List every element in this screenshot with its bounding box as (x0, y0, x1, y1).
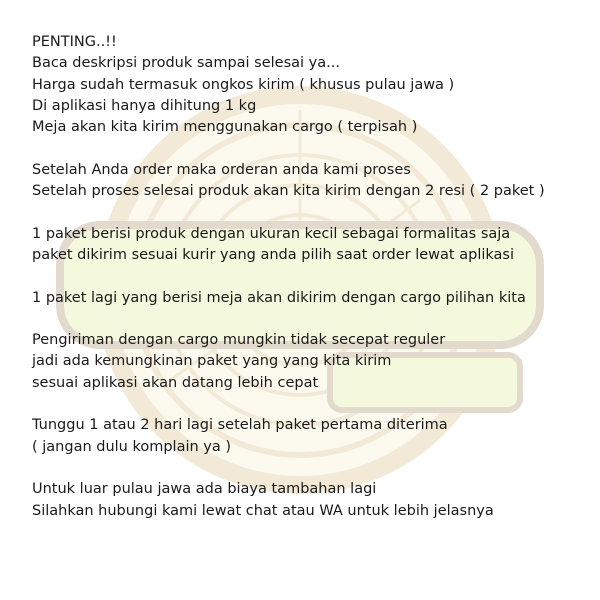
text-line: PENTING..!! (32, 34, 117, 50)
paragraph-spacer (32, 394, 584, 415)
paragraph-spacer (32, 138, 584, 159)
text-line: Meja akan kita kirim menggunakan cargo ( terpisah ) (32, 119, 418, 136)
paragraph-second-package (32, 288, 584, 309)
paragraph-spacer (32, 309, 584, 330)
text-line: ( jangan dulu komplain ya ) (32, 438, 232, 455)
text-line: Untuk luar pulau jawa ada biaya tambahan lagi (32, 481, 377, 498)
paragraph-spacer (32, 266, 584, 287)
text-line: Pengiriman dengan cargo mungkin tidak secepat reguler (32, 332, 446, 349)
text-line: Silahkan hubungi kami lewat chat atau WA untuk lebih jelasnya (32, 502, 494, 519)
text-line: Setelah proses selesai produk akan kita kirim dengan 2 resi ( 2 paket ) (32, 183, 545, 200)
text-line: paket dikirim sesuai kurir yang anda pilih saat order lewat aplikasi (32, 246, 514, 263)
paragraph-spacer (32, 202, 584, 223)
text-line: sesuai aplikasi akan datang lebih cepat (32, 374, 319, 391)
paragraph-order-process (32, 160, 584, 203)
text-line: Setelah Anda order maka orderan anda kami proses (32, 161, 411, 178)
text-line: Baca deskripsi produk sampai selesai ya... (32, 55, 340, 72)
text-line: Di aplikasi hanya dihitung 1 kg (32, 97, 257, 114)
text-line: Tunggu 1 atau 2 hari lagi setelah paket pertama diterima (32, 417, 448, 434)
text-line: 1 paket berisi produk dengan ukuran kecil sebagai formalitas saja (32, 225, 511, 242)
text-line: 1 paket lagi yang berisi meja akan dikirim dengan cargo pilihan kita (32, 289, 526, 306)
text-line: jadi ada kemungkinan paket yang yang kita kirim (32, 353, 392, 370)
paragraph-important (32, 32, 584, 138)
paragraph-outside-java (32, 479, 584, 522)
text-line: Harga sudah termasuk ongkos kirim ( khusus pulau jawa ) (32, 76, 455, 93)
paragraph-cargo-speed (32, 330, 584, 394)
description-text (32, 32, 584, 522)
paragraph-spacer (32, 458, 584, 479)
paragraph-first-package (32, 224, 584, 267)
paragraph-wait (32, 415, 584, 458)
